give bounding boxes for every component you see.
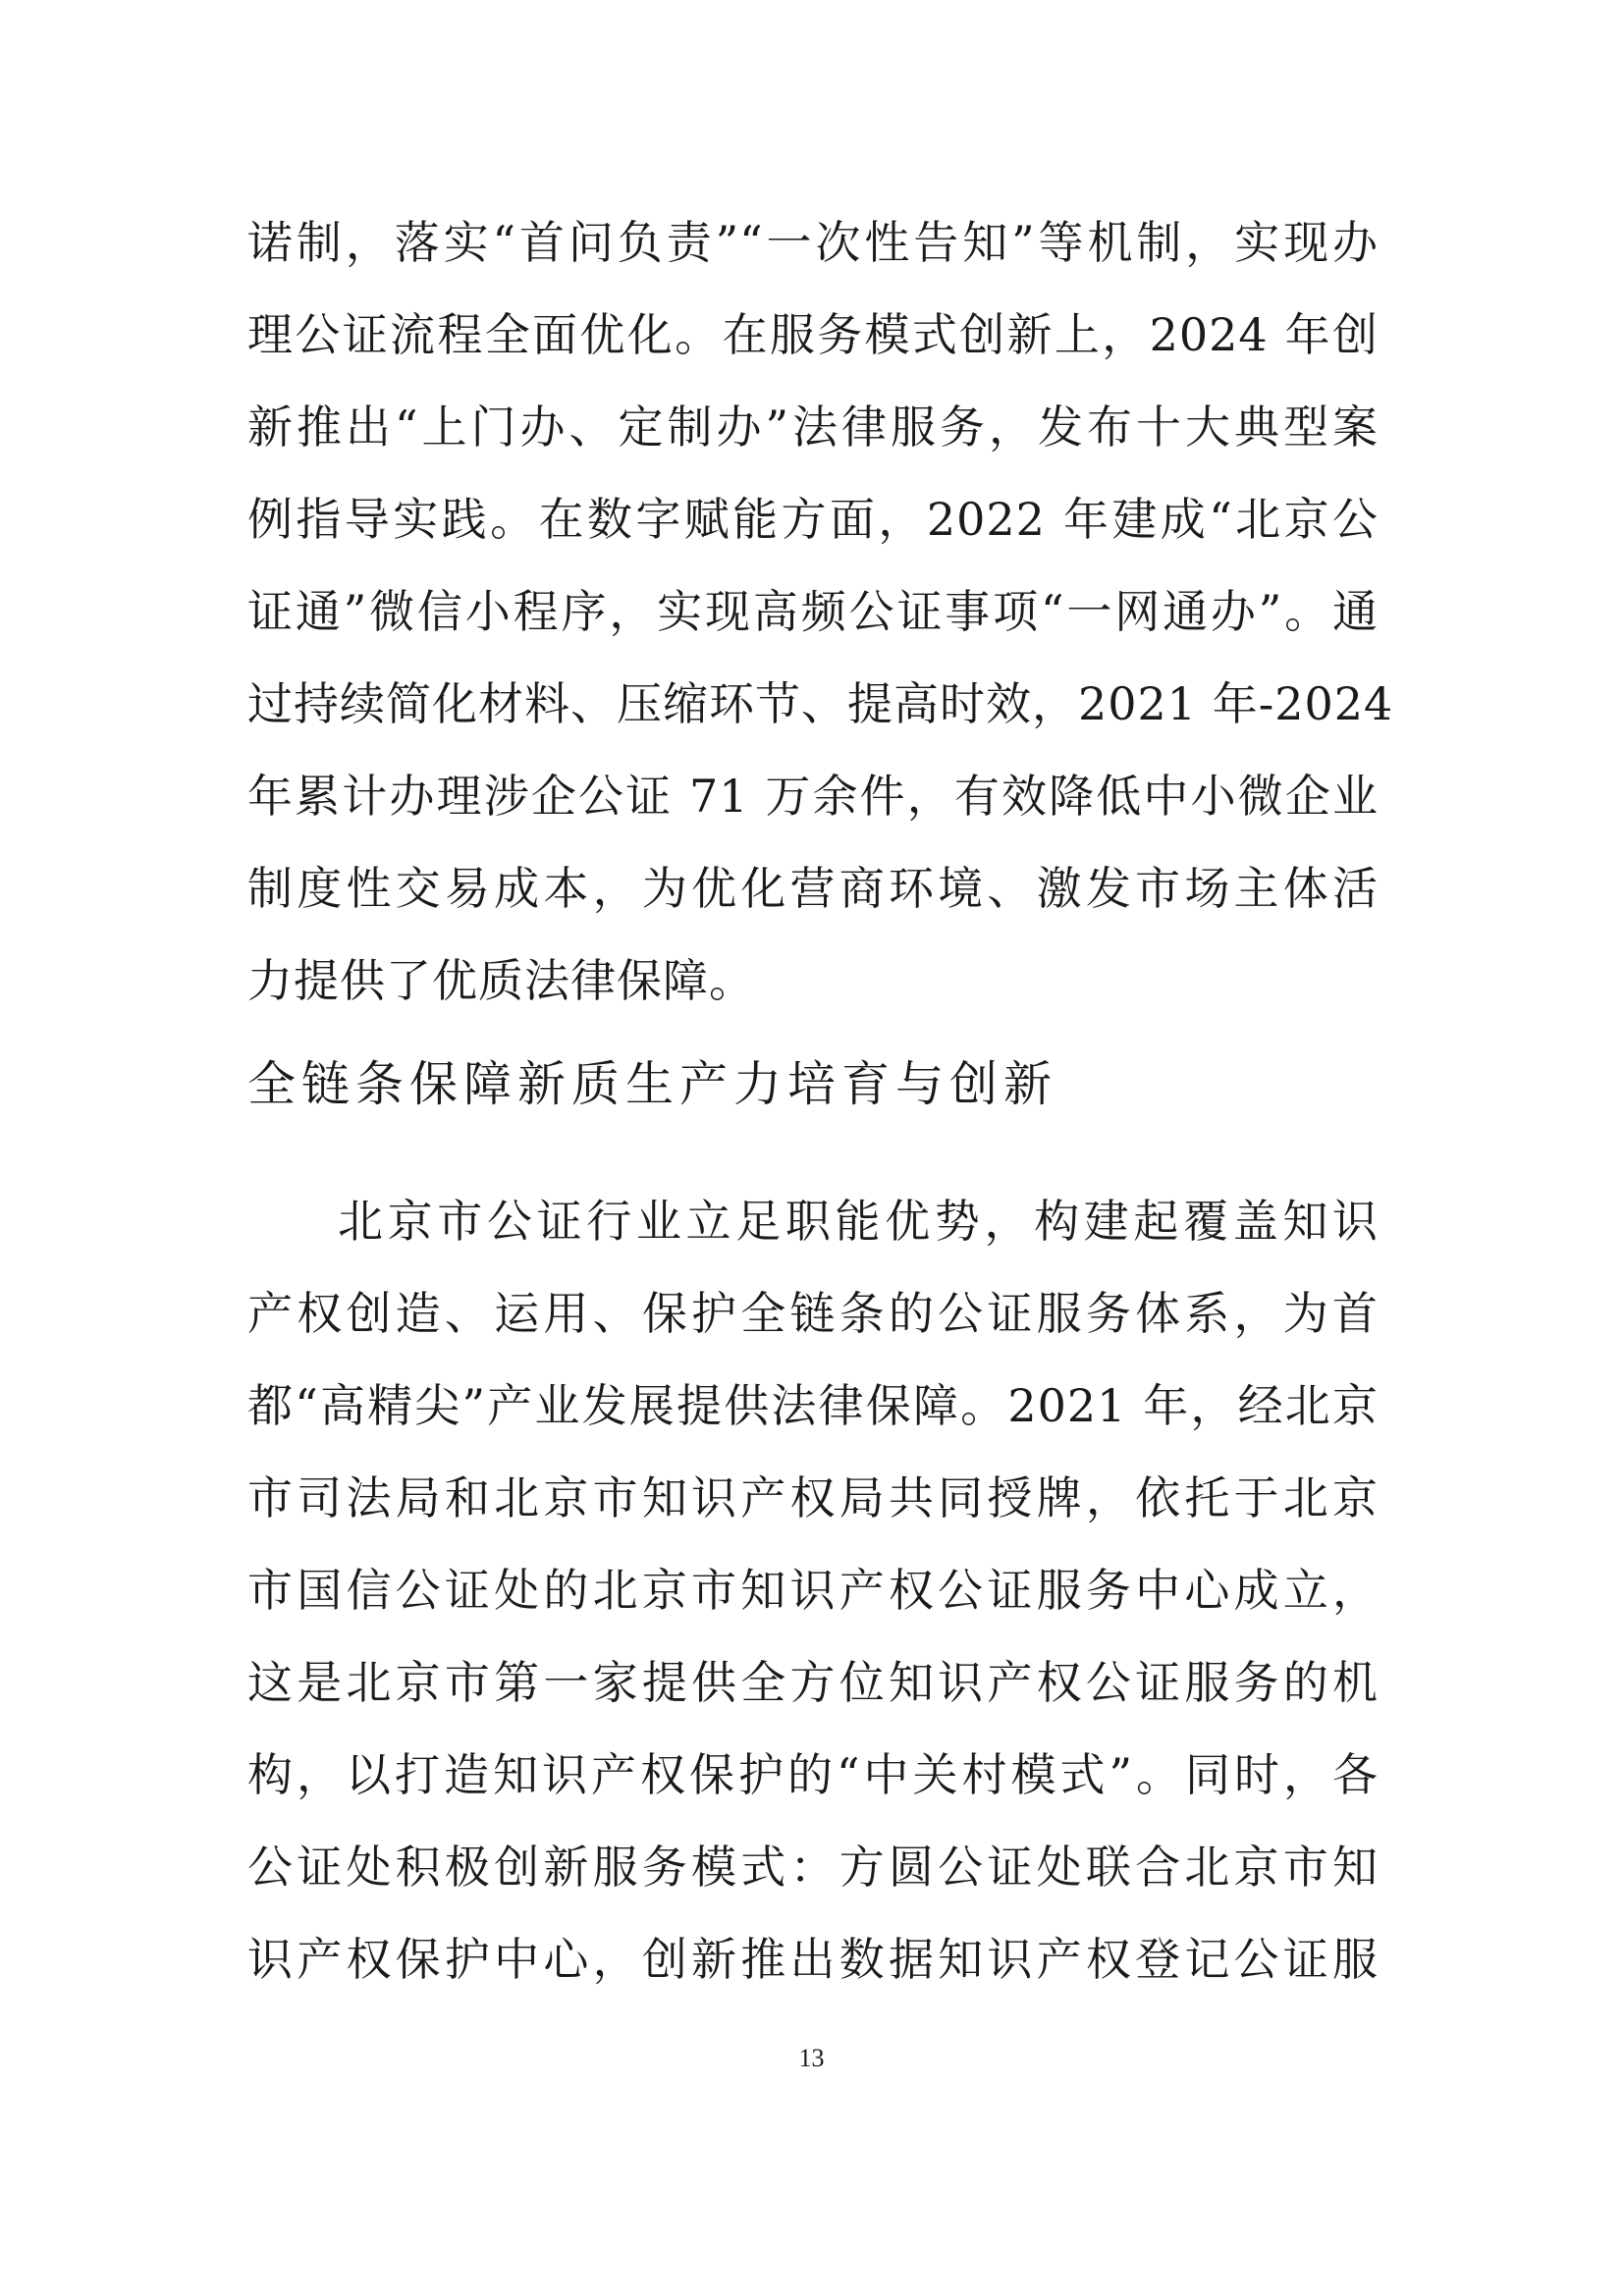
- text-line: 识产权保护中心，创新推出数据知识产权登记公证服: [247, 1933, 1379, 1986]
- text-line: 年累计办理涉企公证 71 万余件，有效降低中小微企业: [247, 770, 1379, 823]
- text-line: 制度性交易成本，为优化营商环境、激发市场主体活: [247, 862, 1379, 915]
- page-number: 13: [798, 2044, 825, 2072]
- text-line: 公证处积极创新服务模式：方圆公证处联合北京市知: [247, 1841, 1379, 1894]
- text-line: 新推出“上门办、定制办”法律服务，发布十大典型案: [247, 400, 1379, 454]
- text-line: 市国信公证处的北京市知识产权公证服务中心成立，: [247, 1564, 1379, 1617]
- text-line: 证通”微信小程序，实现高频公证事项“一网通办”。通: [247, 585, 1379, 638]
- text-line: 例指导实践。在数字赋能方面，2022 年建成“北京公: [247, 493, 1379, 546]
- text-line: 力提供了优质法律保障。: [247, 954, 755, 1007]
- text-line: 市司法局和北京市知识产权局共同授牌，依托于北京: [247, 1471, 1379, 1524]
- text-line: 理公证流程全面优化。在服务模式创新上，2024 年创: [247, 308, 1379, 361]
- text-line: 产权创造、运用、保护全链条的公证服务体系，为首: [247, 1287, 1379, 1340]
- paragraph-notary-service-reform: [247, 196, 1394, 1027]
- text-line: 过持续简化材料、压缩环节、提高时效，2021 年-2024: [247, 677, 1394, 730]
- text-line: 北京市公证行业立足职能优势，构建起覆盖知识: [338, 1195, 1379, 1248]
- text-line: 构，以打造知识产权保护的“中关村模式”。同时，各: [247, 1748, 1379, 1801]
- text-line: 这是北京市第一家提供全方位知识产权公证服务的机: [247, 1656, 1379, 1709]
- text-line: 都“高精尖”产业发展提供法律保障。2021 年，经北京: [247, 1379, 1379, 1432]
- paragraph-ip-notary-service: [247, 1175, 1379, 2005]
- text-line: 诺制，落实“首问负责”“一次性告知”等机制，实现办: [247, 216, 1379, 269]
- section-heading: 全链条保障新质生产力培育与创新: [247, 1056, 1058, 1112]
